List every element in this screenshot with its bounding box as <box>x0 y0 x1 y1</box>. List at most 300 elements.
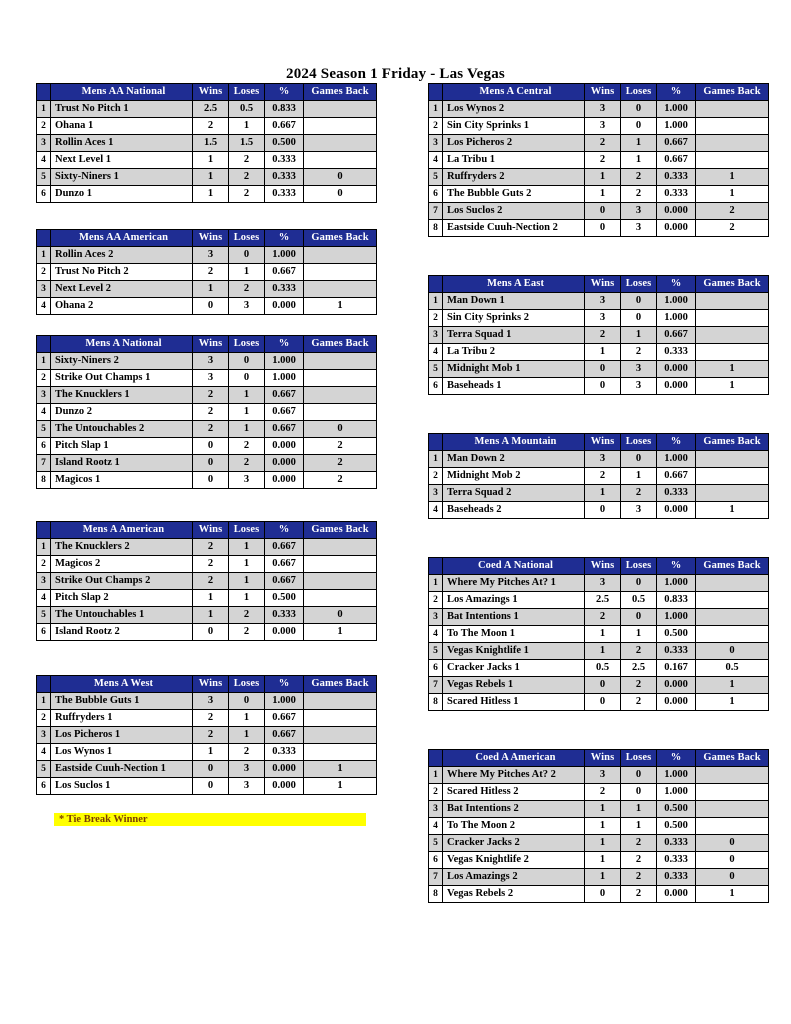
team-name: Baseheads 1 <box>443 378 585 395</box>
table-row <box>429 152 769 169</box>
loses-value: 1 <box>229 404 265 421</box>
loses-value: 3 <box>229 761 265 778</box>
team-name: Los Suclos 1 <box>51 778 193 795</box>
row-rank: 4 <box>429 344 443 361</box>
table-header-row <box>429 84 769 101</box>
row-rank: 2 <box>37 118 51 135</box>
spacer <box>428 237 758 275</box>
team-name: Midnight Mob 2 <box>443 468 585 485</box>
team-name: Los Wynos 2 <box>443 101 585 118</box>
team-name: Ruffryders 2 <box>443 169 585 186</box>
table-row <box>429 592 769 609</box>
team-name: Los Picheros 2 <box>443 135 585 152</box>
table-row <box>429 101 769 118</box>
games-back-value: 2 <box>304 455 377 472</box>
games-back-header: Games Back <box>304 336 377 353</box>
team-name: Where My Pitches At? 2 <box>443 767 585 784</box>
team-name: La Tribu 2 <box>443 344 585 361</box>
loses-header: Loses <box>621 558 657 575</box>
table-row <box>429 327 769 344</box>
standings-table <box>428 83 769 237</box>
loses-value: 2 <box>229 624 265 641</box>
pct-header: % <box>657 276 696 293</box>
table-row <box>37 624 377 641</box>
pct-value: 0.000 <box>657 886 696 903</box>
team-name: Next Level 2 <box>51 281 193 298</box>
table-row <box>37 727 377 744</box>
division-name: Mens A East <box>443 276 585 293</box>
loses-header: Loses <box>621 434 657 451</box>
table-row <box>37 590 377 607</box>
wins-value: 0 <box>585 220 621 237</box>
loses-value: 2.5 <box>621 660 657 677</box>
games-back-value <box>696 784 769 801</box>
standings-table <box>36 83 377 203</box>
table-header-row <box>429 750 769 767</box>
pct-value: 1.000 <box>265 247 304 264</box>
games-back-value <box>304 118 377 135</box>
pct-header: % <box>265 84 304 101</box>
rank-header <box>429 276 443 293</box>
pct-value: 1.000 <box>657 575 696 592</box>
table-row <box>429 575 769 592</box>
games-back-value <box>696 152 769 169</box>
loses-value: 1 <box>621 801 657 818</box>
wins-value: 1 <box>585 852 621 869</box>
team-name: Dunzo 1 <box>51 186 193 203</box>
table-row <box>37 693 377 710</box>
wins-value: 2 <box>585 327 621 344</box>
team-name: La Tribu 1 <box>443 152 585 169</box>
wins-value: 1 <box>585 801 621 818</box>
pct-value: 0.000 <box>265 624 304 641</box>
loses-value: 0 <box>229 693 265 710</box>
games-back-value: 0 <box>304 421 377 438</box>
wins-header: Wins <box>193 336 229 353</box>
games-back-value: 1 <box>696 502 769 519</box>
pct-value: 0.333 <box>657 344 696 361</box>
spacer <box>36 489 366 521</box>
standings-table <box>36 521 377 641</box>
table-row <box>429 310 769 327</box>
loses-value: 1 <box>229 710 265 727</box>
loses-value: 1 <box>229 421 265 438</box>
games-back-value <box>696 327 769 344</box>
row-rank: 2 <box>37 710 51 727</box>
pct-header: % <box>657 84 696 101</box>
games-back-value <box>304 539 377 556</box>
loses-value: 3 <box>621 378 657 395</box>
wins-value: 2 <box>193 573 229 590</box>
pct-value: 0.667 <box>265 573 304 590</box>
team-name: Pitch Slap 2 <box>51 590 193 607</box>
table-row <box>37 169 377 186</box>
games-back-header: Games Back <box>304 84 377 101</box>
row-rank: 4 <box>37 152 51 169</box>
row-rank: 1 <box>429 293 443 310</box>
pct-value: 0.333 <box>657 169 696 186</box>
table-row <box>429 835 769 852</box>
team-name: Los Suclos 2 <box>443 203 585 220</box>
table-row <box>429 886 769 903</box>
table-row <box>37 264 377 281</box>
pct-header: % <box>265 336 304 353</box>
pct-value: 0.000 <box>265 761 304 778</box>
wins-value: 2 <box>193 727 229 744</box>
table-header-row <box>37 522 377 539</box>
games-back-value <box>304 573 377 590</box>
row-rank: 1 <box>37 539 51 556</box>
table-row <box>429 485 769 502</box>
games-back-value: 1 <box>696 694 769 711</box>
rank-header <box>429 84 443 101</box>
loses-value: 2 <box>621 694 657 711</box>
loses-value: 2 <box>229 744 265 761</box>
row-rank: 1 <box>37 247 51 264</box>
row-rank: 5 <box>37 421 51 438</box>
table-row <box>37 761 377 778</box>
loses-header: Loses <box>229 676 265 693</box>
row-rank: 3 <box>429 485 443 502</box>
games-back-value: 0 <box>696 852 769 869</box>
loses-header: Loses <box>621 276 657 293</box>
row-rank: 4 <box>37 404 51 421</box>
pct-value: 0.000 <box>657 677 696 694</box>
table-row <box>37 573 377 590</box>
pct-value: 1.000 <box>657 451 696 468</box>
team-name: Where My Pitches At? 1 <box>443 575 585 592</box>
games-back-value <box>696 801 769 818</box>
team-name: Los Amazings 1 <box>443 592 585 609</box>
loses-value: 0 <box>621 767 657 784</box>
table-row <box>429 643 769 660</box>
wins-value: 1 <box>585 626 621 643</box>
division-name: Mens AA National <box>51 84 193 101</box>
wins-value: 0 <box>585 694 621 711</box>
pct-value: 0.667 <box>265 556 304 573</box>
row-rank: 2 <box>429 310 443 327</box>
team-name: To The Moon 2 <box>443 818 585 835</box>
games-back-value <box>696 293 769 310</box>
wins-value: 0 <box>193 438 229 455</box>
standings-table <box>36 335 377 489</box>
games-back-value: 1 <box>696 186 769 203</box>
wins-value: 1 <box>585 869 621 886</box>
loses-value: 2 <box>229 186 265 203</box>
wins-value: 2 <box>193 387 229 404</box>
table-row <box>429 677 769 694</box>
pct-value: 0.000 <box>657 361 696 378</box>
table-row <box>37 281 377 298</box>
table-row <box>429 451 769 468</box>
loses-header: Loses <box>229 230 265 247</box>
loses-value: 3 <box>229 472 265 489</box>
table-header-row <box>429 276 769 293</box>
loses-value: 3 <box>621 361 657 378</box>
loses-value: 1 <box>229 264 265 281</box>
team-name: Strike Out Champs 2 <box>51 573 193 590</box>
wins-header: Wins <box>585 750 621 767</box>
table-header-row <box>37 84 377 101</box>
wins-header: Wins <box>585 276 621 293</box>
table-row <box>429 784 769 801</box>
loses-value: 3 <box>621 203 657 220</box>
row-rank: 5 <box>429 361 443 378</box>
games-back-value <box>304 727 377 744</box>
games-back-header: Games Back <box>304 676 377 693</box>
loses-value: 2 <box>229 438 265 455</box>
table-row <box>429 118 769 135</box>
team-name: Los Picheros 1 <box>51 727 193 744</box>
table-row <box>37 247 377 264</box>
games-back-value <box>696 135 769 152</box>
row-rank: 3 <box>37 135 51 152</box>
team-name: Eastside Cuuh-Nection 1 <box>51 761 193 778</box>
pct-value: 0.667 <box>265 539 304 556</box>
pct-value: 0.667 <box>265 118 304 135</box>
games-back-value: 1 <box>304 624 377 641</box>
standings-columns <box>0 83 791 903</box>
table-row <box>429 378 769 395</box>
row-rank: 8 <box>37 472 51 489</box>
loses-value: 2 <box>229 607 265 624</box>
wins-header: Wins <box>585 558 621 575</box>
games-back-value <box>304 387 377 404</box>
pct-value: 0.000 <box>265 298 304 315</box>
standings-table <box>428 275 769 395</box>
wins-value: 0 <box>585 361 621 378</box>
games-back-value <box>304 556 377 573</box>
pct-value: 0.500 <box>657 626 696 643</box>
rank-header <box>37 336 51 353</box>
games-back-value <box>304 101 377 118</box>
row-rank: 3 <box>37 281 51 298</box>
team-name: Pitch Slap 1 <box>51 438 193 455</box>
loses-value: 1 <box>229 590 265 607</box>
loses-value: 1 <box>229 387 265 404</box>
table-row <box>37 186 377 203</box>
wins-value: 2 <box>193 118 229 135</box>
wins-value: 2 <box>585 135 621 152</box>
games-back-value <box>696 592 769 609</box>
table-row <box>37 472 377 489</box>
wins-value: 3 <box>193 693 229 710</box>
games-back-header: Games Back <box>696 276 769 293</box>
wins-value: 1 <box>585 485 621 502</box>
games-back-value: 1 <box>696 677 769 694</box>
pct-header: % <box>657 558 696 575</box>
pct-value: 1.000 <box>657 609 696 626</box>
loses-value: 1 <box>621 818 657 835</box>
pct-header: % <box>265 676 304 693</box>
spacer <box>36 203 366 229</box>
table-row <box>429 293 769 310</box>
table-row <box>429 626 769 643</box>
row-rank: 1 <box>429 767 443 784</box>
team-name: Cracker Jacks 1 <box>443 660 585 677</box>
loses-value: 2 <box>229 152 265 169</box>
division-name: Mens A Mountain <box>443 434 585 451</box>
table-row <box>429 203 769 220</box>
team-name: Los Amazings 2 <box>443 869 585 886</box>
table-row <box>429 361 769 378</box>
games-back-value: 1 <box>304 761 377 778</box>
wins-value: 1 <box>585 344 621 361</box>
team-name: Vegas Knightlife 2 <box>443 852 585 869</box>
pct-value: 0.500 <box>265 135 304 152</box>
games-back-value <box>304 590 377 607</box>
division-name: Coed A National <box>443 558 585 575</box>
pct-value: 0.333 <box>265 607 304 624</box>
wins-value: 2 <box>193 556 229 573</box>
row-rank: 5 <box>429 169 443 186</box>
table-row <box>429 609 769 626</box>
games-back-value: 2 <box>696 203 769 220</box>
pct-value: 0.333 <box>265 744 304 761</box>
loses-value: 0 <box>621 609 657 626</box>
loses-value: 0 <box>621 101 657 118</box>
loses-value: 0.5 <box>229 101 265 118</box>
pct-value: 0.667 <box>657 135 696 152</box>
wins-value: 0 <box>193 761 229 778</box>
loses-header: Loses <box>229 84 265 101</box>
pct-value: 0.000 <box>657 378 696 395</box>
games-back-value: 0.5 <box>696 660 769 677</box>
wins-value: 3 <box>585 767 621 784</box>
team-name: The Knucklers 1 <box>51 387 193 404</box>
games-back-value <box>696 468 769 485</box>
standings-table <box>36 229 377 315</box>
pct-value: 0.667 <box>657 152 696 169</box>
team-name: Los Wynos 1 <box>51 744 193 761</box>
games-back-value <box>696 818 769 835</box>
team-name: Eastside Cuuh-Nection 2 <box>443 220 585 237</box>
wins-value: 0 <box>193 455 229 472</box>
games-back-value <box>304 353 377 370</box>
wins-value: 3 <box>193 370 229 387</box>
row-rank: 1 <box>429 451 443 468</box>
games-back-value <box>304 693 377 710</box>
table-row <box>429 852 769 869</box>
loses-value: 2 <box>621 886 657 903</box>
loses-header: Loses <box>621 84 657 101</box>
right-column <box>428 83 761 903</box>
team-name: Vegas Rebels 1 <box>443 677 585 694</box>
spacer <box>428 395 758 433</box>
pct-value: 1.000 <box>657 310 696 327</box>
table-row <box>429 818 769 835</box>
team-name: Scared Hitless 1 <box>443 694 585 711</box>
loses-value: 1 <box>621 152 657 169</box>
wins-header: Wins <box>193 84 229 101</box>
pct-value: 0.667 <box>265 264 304 281</box>
pct-header: % <box>265 522 304 539</box>
games-back-value <box>304 281 377 298</box>
team-name: Magicos 1 <box>51 472 193 489</box>
games-back-value <box>304 744 377 761</box>
division-name: Mens A West <box>51 676 193 693</box>
wins-header: Wins <box>585 84 621 101</box>
table-row <box>429 801 769 818</box>
team-name: Magicos 2 <box>51 556 193 573</box>
row-rank: 4 <box>37 590 51 607</box>
team-name: Sin City Sprinks 2 <box>443 310 585 327</box>
pct-value: 1.000 <box>265 370 304 387</box>
loses-value: 2 <box>621 344 657 361</box>
pct-value: 0.000 <box>657 220 696 237</box>
pct-value: 1.000 <box>265 693 304 710</box>
table-row <box>37 710 377 727</box>
team-name: The Knucklers 2 <box>51 539 193 556</box>
standings-table <box>428 433 769 519</box>
pct-value: 0.000 <box>657 694 696 711</box>
rank-header <box>37 676 51 693</box>
tie-break-note: * Tie Break Winner <box>54 813 366 826</box>
loses-value: 1 <box>229 556 265 573</box>
games-back-value: 1 <box>696 886 769 903</box>
team-name: The Untouchables 1 <box>51 607 193 624</box>
team-name: The Bubble Guts 2 <box>443 186 585 203</box>
wins-value: 2 <box>193 710 229 727</box>
team-name: Trust No Pitch 1 <box>51 101 193 118</box>
spacer <box>428 519 758 557</box>
wins-value: 2 <box>585 609 621 626</box>
table-row <box>429 135 769 152</box>
pct-value: 0.333 <box>657 485 696 502</box>
wins-value: 2 <box>193 264 229 281</box>
wins-value: 2 <box>585 784 621 801</box>
loses-value: 2 <box>621 677 657 694</box>
pct-value: 0.000 <box>265 455 304 472</box>
pct-header: % <box>657 750 696 767</box>
games-back-value: 2 <box>304 472 377 489</box>
pct-value: 0.667 <box>265 710 304 727</box>
row-rank: 6 <box>429 660 443 677</box>
games-back-value <box>696 118 769 135</box>
rank-header <box>429 558 443 575</box>
row-rank: 7 <box>429 677 443 694</box>
table-header-row <box>37 676 377 693</box>
table-row <box>429 344 769 361</box>
wins-value: 1 <box>193 607 229 624</box>
team-name: Dunzo 2 <box>51 404 193 421</box>
team-name: Rollin Aces 1 <box>51 135 193 152</box>
loses-value: 3 <box>229 778 265 795</box>
wins-value: 1 <box>585 818 621 835</box>
team-name: Rollin Aces 2 <box>51 247 193 264</box>
pct-value: 0.667 <box>657 327 696 344</box>
loses-value: 1 <box>621 468 657 485</box>
row-rank: 4 <box>37 744 51 761</box>
row-rank: 4 <box>429 818 443 835</box>
wins-value: 1 <box>193 281 229 298</box>
pct-value: 1.000 <box>657 118 696 135</box>
wins-value: 3 <box>193 247 229 264</box>
loses-value: 1 <box>621 327 657 344</box>
division-name: Mens A National <box>51 336 193 353</box>
loses-header: Loses <box>229 336 265 353</box>
loses-value: 2 <box>621 485 657 502</box>
table-row <box>37 455 377 472</box>
pct-value: 0.333 <box>657 852 696 869</box>
team-name: Scared Hitless 2 <box>443 784 585 801</box>
team-name: Vegas Rebels 2 <box>443 886 585 903</box>
wins-value: 0.5 <box>585 660 621 677</box>
row-rank: 6 <box>37 186 51 203</box>
games-back-value <box>304 247 377 264</box>
pct-value: 0.333 <box>265 169 304 186</box>
pct-value: 0.500 <box>657 801 696 818</box>
